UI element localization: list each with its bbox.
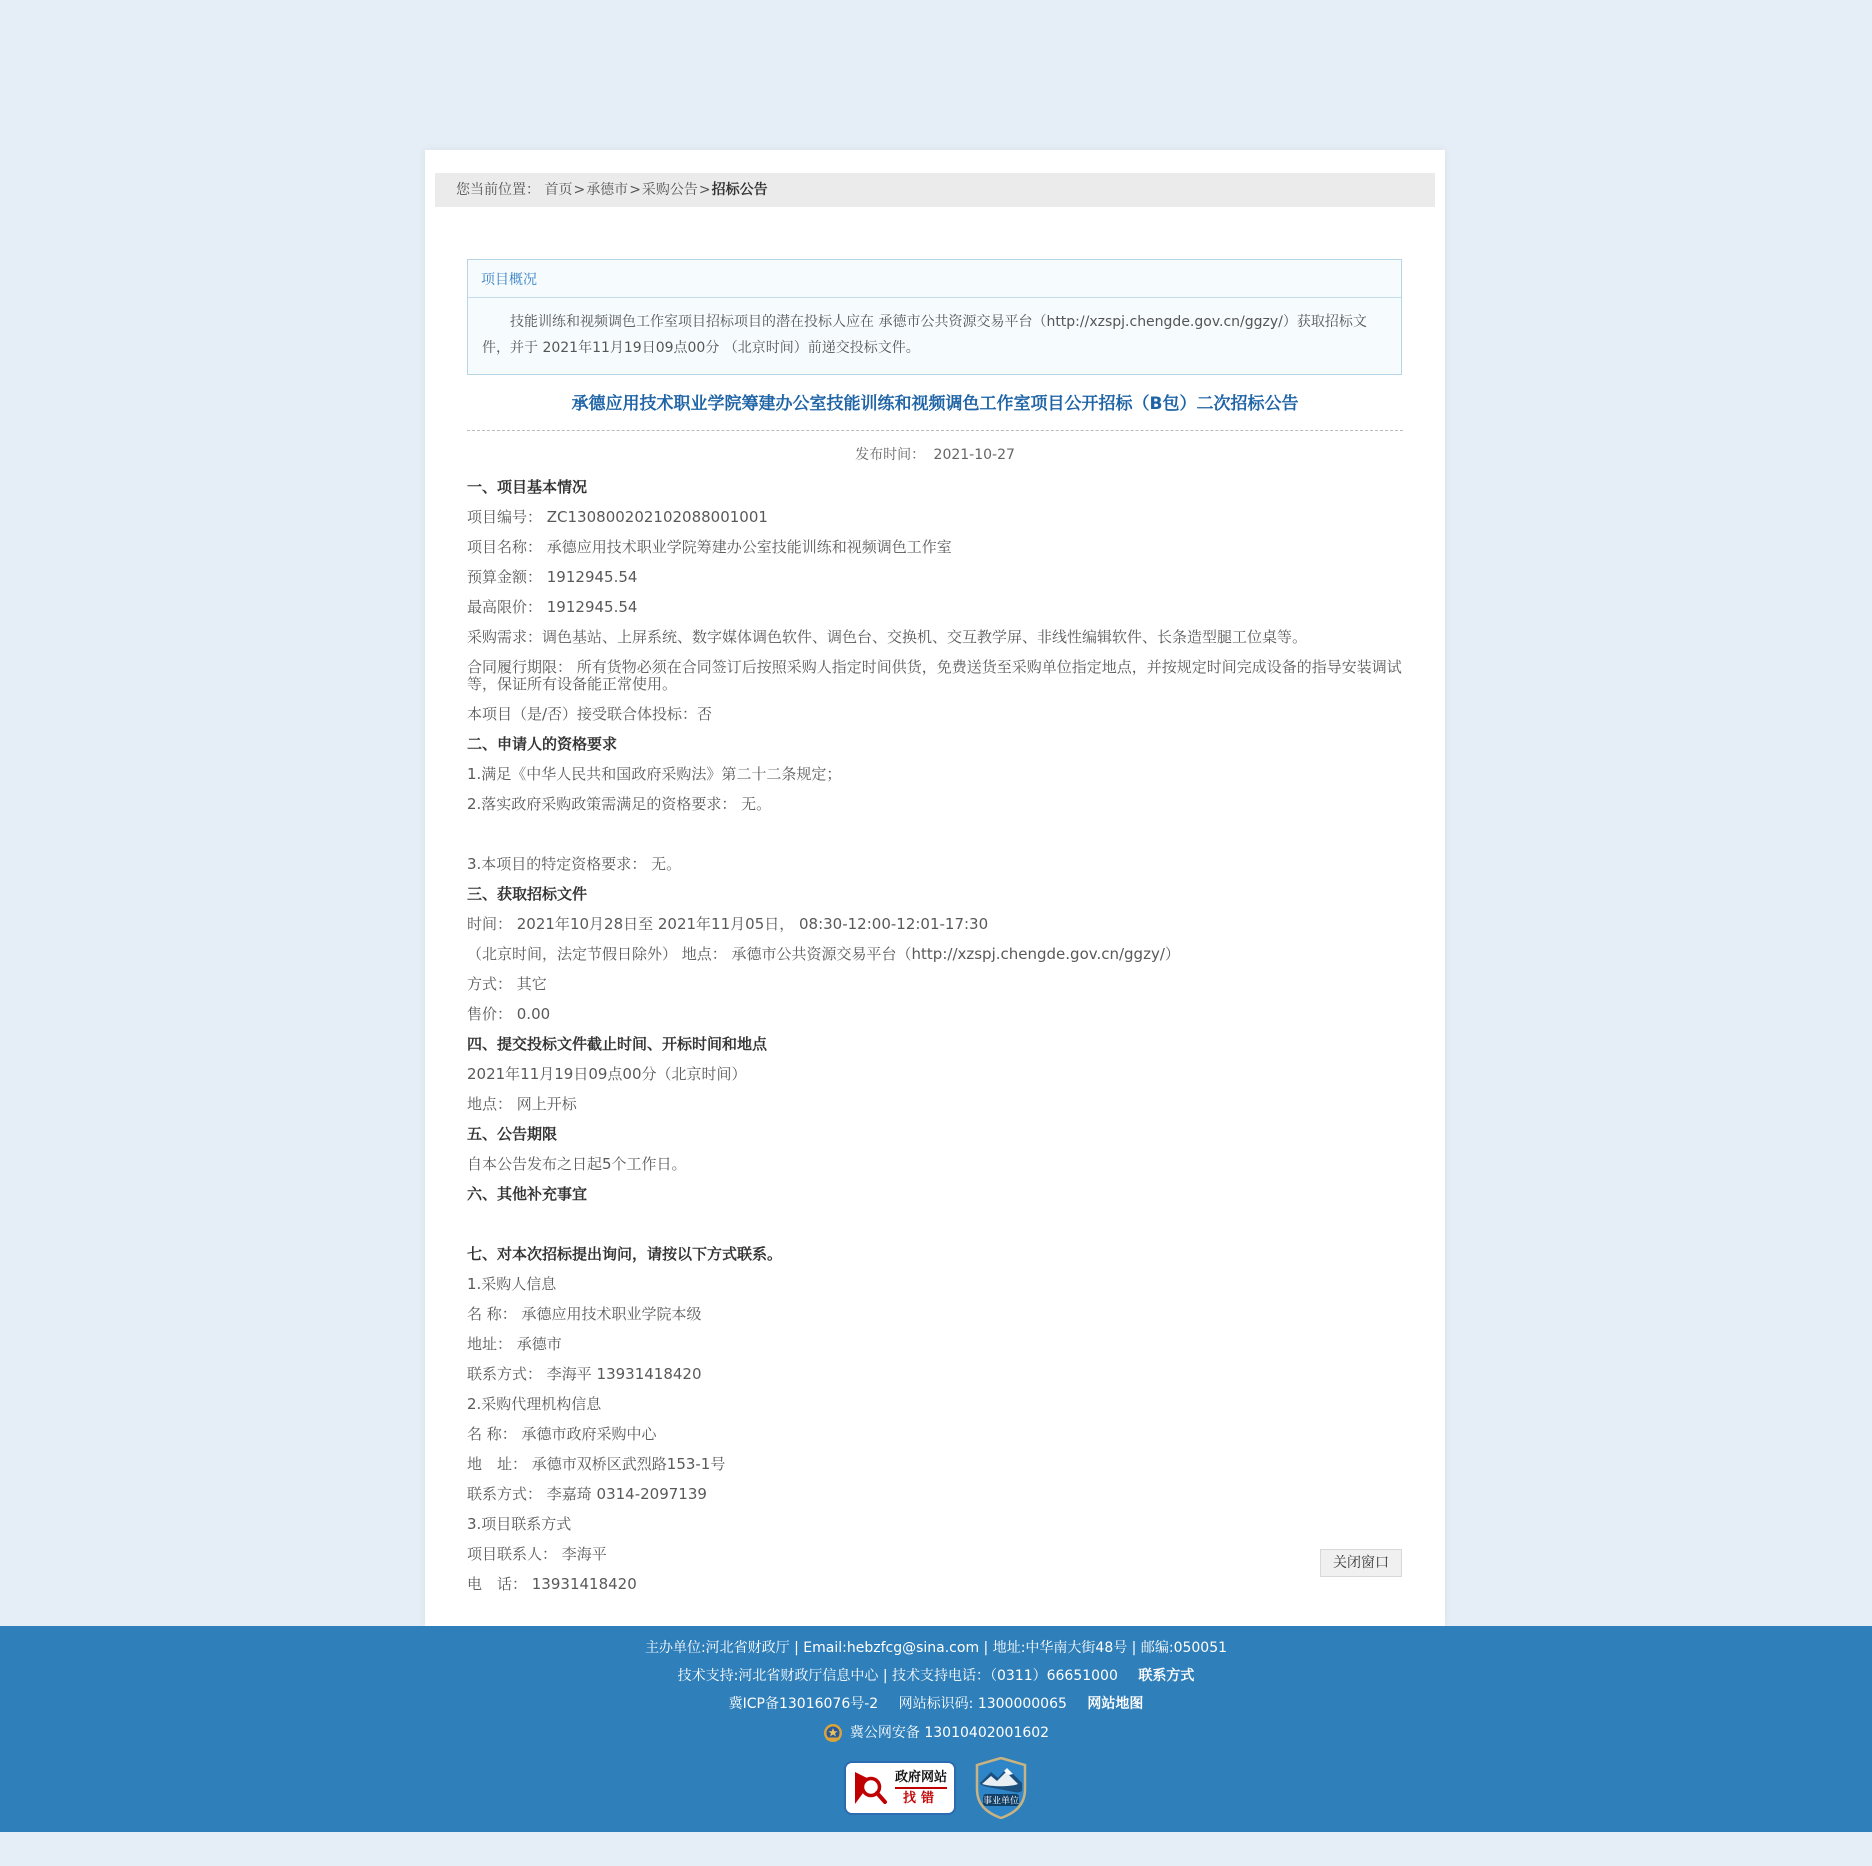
section-heading: 三、获取招标文件 xyxy=(467,885,588,903)
paragraph: 名 称： 承德应用技术职业学院本级 xyxy=(467,1305,702,1323)
footer-beian-line xyxy=(0,1723,1872,1748)
paragraph: （北京时间，法定节假日除外） 地点： 承德市公共资源交易平台（http://xzspj.chengde.gov.cn/ggzy/） xyxy=(467,945,1180,963)
error-badge-title: 政府网站 xyxy=(895,1770,947,1789)
paragraph: 2.采购代理机构信息 xyxy=(467,1395,602,1413)
footer-logos xyxy=(0,1757,1872,1819)
sitemap-link[interactable]: 网站地图 xyxy=(1087,1696,1144,1712)
magnifier-icon xyxy=(853,1769,889,1807)
paragraph: 项目编号： ZC130800202102088001001 xyxy=(467,508,768,526)
paragraph: 最高限价： 1912945.54 xyxy=(467,598,638,616)
breadcrumb-separator: > xyxy=(629,182,641,198)
breadcrumb-current: 招标公告 xyxy=(711,182,768,198)
paragraph: 本项目（是/否）接受联合体投标：否 xyxy=(467,705,713,723)
breadcrumb-separator: > xyxy=(698,182,711,198)
dashed-divider xyxy=(467,430,1403,431)
page-title: 承德应用技术职业学院筹建办公室技能训练和视频调色工作室项目公开招标（B包）二次招标公告 xyxy=(571,394,1299,414)
paragraph: 名 称： 承德市政府采购中心 xyxy=(467,1425,657,1443)
paragraph: 地点： 网上开标 xyxy=(467,1095,577,1113)
publish-date-label: 发布时间： xyxy=(855,447,926,463)
contact-link[interactable]: 联系方式 xyxy=(1138,1668,1195,1684)
breadcrumb xyxy=(435,173,1435,207)
paragraph: 联系方式： 李海平 13931418420 xyxy=(467,1365,702,1383)
error-badge-subtitle: 找错 xyxy=(902,1791,939,1806)
paragraph: 2021年11月19日09点00分（北京时间） xyxy=(467,1065,747,1083)
gov-site-error-report-badge[interactable] xyxy=(844,1761,956,1815)
content-panel xyxy=(425,150,1445,1626)
breadcrumb-home[interactable]: 首页 xyxy=(544,182,573,198)
footer xyxy=(0,1626,1872,1832)
overview-body: 技能训练和视频调色工作室项目招标项目的潜在投标人应在 承德市公共资源交易平台（http://xzspj.chengde.gov.cn/ggzy/）获取招标文件，并于 2021年11月19日09点00分 （北京时间）前递交投标文件。 xyxy=(482,314,1367,356)
blank-line xyxy=(467,1210,1403,1240)
paragraph: 电 话： 13931418420 xyxy=(467,1575,637,1593)
beian-number: 冀公网安备 13010402001602 xyxy=(849,1725,1050,1741)
breadcrumb-prefix: 您当前位置： xyxy=(456,182,540,198)
gov-site-error-report-text xyxy=(895,1770,947,1806)
paragraph: 2.落实政府采购政策需满足的资格要求： 无。 xyxy=(467,795,772,813)
paragraph: 3.项目联系方式 xyxy=(467,1515,572,1533)
paragraph: 地址： 承德市 xyxy=(467,1335,562,1353)
breadcrumb-purchase-notices[interactable]: 采购公告 xyxy=(641,182,698,198)
section-heading: 一、项目基本情况 xyxy=(467,478,588,496)
paragraph: 项目联系人： 李海平 xyxy=(467,1545,607,1563)
footer-support-line xyxy=(0,1667,1872,1685)
public-security-beian-link[interactable] xyxy=(823,1723,1049,1743)
paragraph: 时间： 2021年10月28日至 2021年11月05日， 08:30-12:00-12:01-17:30 xyxy=(467,915,989,933)
publish-date-line xyxy=(425,444,1445,464)
footer-host-line: 主办单位:河北省财政厅 | Email:hebzfcg@sina.com | 地址:中华南大街48号 | 邮编:050051 xyxy=(644,1640,1228,1656)
paragraph: 项目名称： 承德应用技术职业学院筹建办公室技能训练和视频调色工作室 xyxy=(467,538,952,556)
announcement-paragraphs xyxy=(467,473,1403,1600)
paragraph: 采购需求：调色基站、上屏系统、数字媒体调色软件、调色台、交换机、交互教学屏、非线性编辑软件、长条造型腿工位桌等。 xyxy=(467,628,1308,646)
paragraph: 售价： 0.00 xyxy=(467,1005,551,1023)
overview-title: 项目概况 xyxy=(468,260,1401,298)
site-id-code: 网站标识码: 1300000065 xyxy=(898,1696,1067,1712)
section-heading: 七、对本次招标提出询问，请按以下方式联系。 xyxy=(467,1245,783,1263)
breadcrumb-separator: > xyxy=(573,182,586,198)
paragraph: 1.采购人信息 xyxy=(467,1275,557,1293)
paragraph: 1.满足《中华人民共和国政府采购法》第二十二条规定； xyxy=(467,765,842,783)
section-heading: 二、申请人的资格要求 xyxy=(467,735,618,753)
project-overview-box xyxy=(467,259,1402,375)
paragraph: 自本公告发布之日起5个工作日。 xyxy=(467,1155,687,1173)
close-window-button[interactable]: 关闭窗口 xyxy=(1320,1549,1402,1577)
paragraph: 方式： 其它 xyxy=(467,975,547,993)
section-heading: 六、其他补充事宜 xyxy=(467,1185,588,1203)
public-institution-shield-badge[interactable] xyxy=(974,1757,1028,1819)
section-heading: 四、提交投标文件截止时间、开标时间和地点 xyxy=(467,1035,768,1053)
shield-badge-label: 事业单位 xyxy=(982,1796,1020,1807)
footer-support-text: 技术支持:河北省财政厅信息中心 | 技术支持电话：（0311）66651000 xyxy=(677,1668,1118,1684)
paragraph: 合同履行期限： 所有货物必须在合同签订后按照采购人指定时间供货，免费送货至采购单位指定地点，并按规定时间完成设备的指导安装调试等，保证所有设备能正常使用。 xyxy=(467,658,1402,693)
icp-number: 冀ICP备13016076号-2 xyxy=(728,1696,879,1712)
paragraph: 3.本项目的特定资格要求： 无。 xyxy=(467,855,682,873)
publish-date-value: 2021-10-27 xyxy=(933,447,1015,463)
paragraph: 预算金额： 1912945.54 xyxy=(467,568,638,586)
blank-line xyxy=(467,820,1403,850)
footer-icp-line xyxy=(0,1695,1872,1713)
paragraph: 联系方式： 李嘉琦 0314-2097139 xyxy=(467,1485,707,1503)
paragraph: 地 址： 承德市双桥区武烈路153-1号 xyxy=(467,1455,726,1473)
police-badge-icon xyxy=(823,1723,843,1743)
breadcrumb-city[interactable]: 承德市 xyxy=(586,182,629,198)
section-heading: 五、公告期限 xyxy=(467,1125,558,1143)
